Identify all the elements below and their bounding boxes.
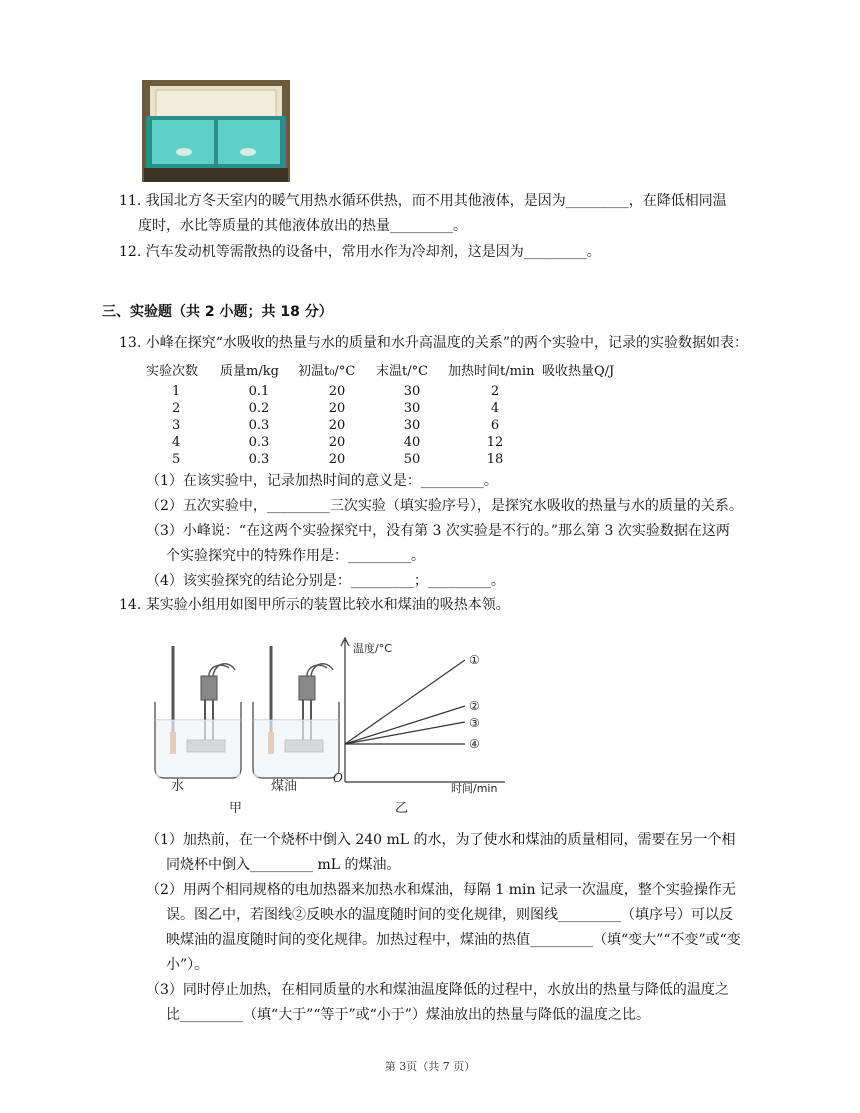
- kerosene-beaker-label: 煤油: [271, 779, 298, 794]
- table-cell: 20: [328, 418, 346, 433]
- page-number: 第 3页（共 7 页）: [384, 1060, 476, 1073]
- figure-caption-yi: 乙: [395, 801, 409, 816]
- water-beaker-diagram: [155, 646, 241, 778]
- table-header-row: [146, 359, 628, 383]
- table-cell: 20: [328, 452, 346, 467]
- experiment-figure: [143, 632, 513, 818]
- question-13-part-2: （2）五次实验中，_________三次实验（填实验序号），是探究水吸收的热量与水的质量的关系。: [146, 498, 743, 514]
- table-row: [146, 417, 628, 434]
- table-row: [146, 400, 628, 417]
- question-14-part-3-line-2: 比_________（填“大于”“等于”或“小于”）煤油放出的热量与降低的温度之比。: [166, 1007, 650, 1023]
- table-cell: 6: [490, 418, 500, 433]
- question-11-line-1: 11. 我国北方冬天室内的暖气用热水循环供热，而不用其他液体，是因为_________，在降低相同温: [119, 193, 727, 209]
- experiment-data-table: [146, 359, 628, 468]
- table-header: 末温t/°C: [376, 363, 429, 379]
- question-14-part-2-line-4: 小”）。: [166, 957, 209, 973]
- table-cell: 0.3: [248, 435, 270, 450]
- temperature-time-graph: [341, 638, 505, 782]
- water-bed-photo: [142, 80, 290, 182]
- question-14-part-1-line-1: （1）加热前，在一个烧杯中倒入 240 mL 的水，为了使水和煤油的质量相同，需要在另一个相: [146, 832, 736, 848]
- table-cell: [542, 417, 628, 434]
- table-cell: 4: [490, 401, 500, 416]
- question-12: 12. 汽车发动机等需散热的设备中，常用水作为冷却剂，这是因为_________。: [119, 244, 601, 260]
- question-14-part-2-line-1: （2）用两个相同规格的电加热器来加热水和煤油，每隔 1 min 记录一次温度，整个实验操作无: [146, 882, 736, 898]
- table-cell: [542, 434, 628, 451]
- table-cell: 3: [172, 418, 181, 433]
- table-cell: 20: [328, 435, 346, 450]
- table-row: [146, 451, 628, 468]
- question-11-line-2: 度时，水比等质量的其他液体放出的热量_________。: [138, 218, 467, 234]
- table-cell: 1: [172, 384, 181, 399]
- graph-origin-label: O: [333, 771, 343, 785]
- question-14-part-3-line-1: （3）同时停止加热，在相同质量的水和煤油温度降低的过程中，水放出的热量与降低的温度之: [146, 982, 729, 998]
- table-cell: [542, 383, 628, 400]
- table-row: [146, 383, 628, 400]
- question-14-intro: 14. 某实验小组用如图甲所示的装置比较水和煤油的吸热本领。: [119, 597, 510, 613]
- graph-x-axis-label: 时间/min: [451, 782, 498, 795]
- table-cell: 5: [172, 452, 181, 467]
- table-cell: 12: [486, 435, 504, 450]
- table-cell: 20: [328, 384, 346, 399]
- table-header: 质量m/kg: [220, 363, 279, 379]
- table-row: [146, 434, 628, 451]
- table-cell: 0.1: [248, 384, 270, 399]
- table-header: 吸收热量Q/J: [542, 363, 615, 379]
- question-13-part-1: （1）在该实验中，记录加热时间的意义是：_________。: [146, 473, 498, 489]
- table-cell: 2: [172, 401, 181, 416]
- question-13-part-4: （4）该实验探究的结论分别是：_________；_________。: [146, 573, 505, 589]
- question-14-part-2-line-2: 误。图乙中，若图线②反映水的温度随时间的变化规律，则图线_________（填序号）可以反: [166, 907, 733, 923]
- table-cell: [542, 451, 628, 468]
- table-cell: 2: [490, 384, 500, 399]
- table-cell: 0.3: [248, 452, 270, 467]
- question-14-part-1-line-2: 同烧杯中倒入_________ mL 的煤油。: [166, 857, 401, 873]
- table-header: 加热时间t/min: [448, 363, 535, 379]
- table-cell: 18: [486, 452, 504, 467]
- table-cell: [542, 400, 628, 417]
- table-cell: 50: [403, 452, 421, 467]
- table-cell: 40: [403, 435, 421, 450]
- table-header: 初温t₀/°C: [298, 363, 356, 379]
- table-cell: 0.2: [248, 401, 270, 416]
- table-cell: 4: [172, 435, 181, 450]
- table-cell: 30: [403, 418, 421, 433]
- table-cell: 30: [403, 384, 421, 399]
- question-13-intro: 13. 小峰在探究“水吸收的热量与水的质量和水升高温度的关系”的两个实验中，记录的实验数据如表：: [119, 335, 749, 351]
- question-14-part-2-line-3: 映煤油的温度随时间的变化规律。加热过程中，煤油的热值_________（填“变大”“不变”或“变: [166, 932, 741, 948]
- table-cell: 20: [328, 401, 346, 416]
- table-cell: 30: [403, 401, 421, 416]
- kerosene-beaker-diagram: [253, 646, 339, 778]
- water-beaker-label: 水: [171, 779, 185, 794]
- question-13-part-3-line-1: （3）小峰说：“在这两个实验探究中，没有第 3 次实验是不行的。”那么第 3 次实验数据在这两: [146, 523, 730, 539]
- figure-caption-jia: 甲: [229, 801, 243, 816]
- graph-line-label: ③: [469, 716, 480, 730]
- graph-line-label: ④: [469, 737, 480, 751]
- section-3-title: 三、实验题（共 2 小题；共 18 分）: [102, 304, 333, 320]
- graph-line-label: ①: [469, 653, 480, 667]
- question-13-part-3-line-2: 个实验探究中的特殊作用是：_________。: [166, 548, 425, 564]
- graph-line-label: ②: [469, 699, 480, 713]
- graph-y-axis-label: 温度/°C: [353, 642, 392, 655]
- table-cell: 0.3: [248, 418, 270, 433]
- table-header: 实验次数: [146, 363, 199, 379]
